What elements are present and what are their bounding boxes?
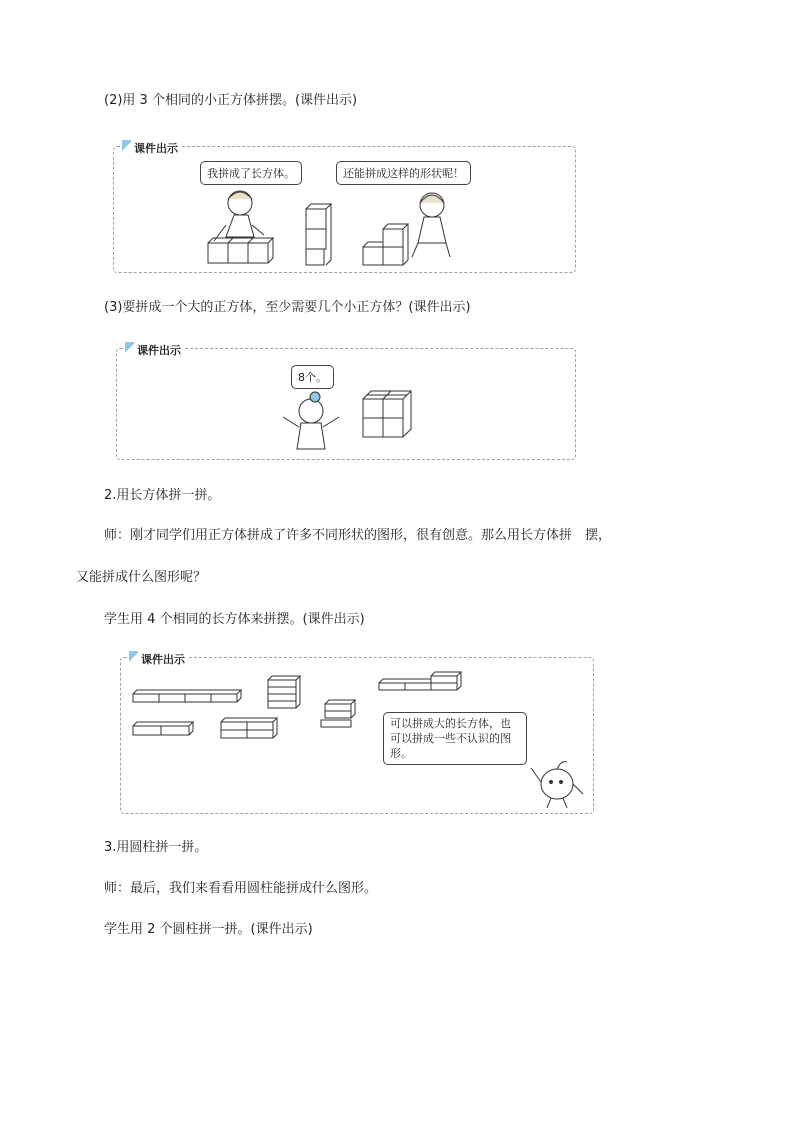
speech-bubble-girl: 还能拼成这样的形状呢！ — [336, 161, 471, 185]
courseware-panel-1 — [113, 142, 576, 273]
section-title-2: 2.用长方体拼一拼。 — [104, 488, 221, 503]
speech-bubble-mascot: 可以拼成大的长方体，也可以拼成一些不认识的图形。 — [383, 712, 527, 765]
courseware-tag: 课件出示 — [129, 651, 189, 667]
student-line-2: 学生用 2 个圆柱拼一拼。(课件出示) — [104, 922, 313, 937]
teacher-line-1b: 又能拼成什么图形呢？ — [76, 570, 207, 585]
cubes-row-three — [208, 237, 272, 265]
courseware-panel-2 — [116, 344, 576, 460]
girl-illustration — [275, 391, 345, 453]
courseware-panel-3 — [120, 653, 594, 814]
cuboids-stepped — [379, 672, 465, 692]
section-title-3: 3.用圆柱拼一拼。 — [104, 840, 208, 855]
cuboids-pair-row — [133, 722, 195, 738]
cuboids-stair — [321, 700, 359, 730]
speech-bubble-girl: 8个。 — [291, 365, 334, 389]
paragraph-p2: (2)用 3 个相同的小正方体拼摆。(课件出示) — [104, 93, 358, 108]
apple-mascot-illustration — [525, 754, 589, 814]
speech-bubble-boy: 我拼成了长方体。 — [200, 161, 302, 185]
courseware-tag: 课件出示 — [125, 342, 185, 358]
student-line-1: 学生用 4 个相同的长方体来拼摆。(课件出示) — [104, 612, 365, 627]
teacher-line-2: 师：最后，我们来看看用圆柱能拼成什么图形。 — [104, 881, 378, 896]
paragraph-p3: (3)要拼成一个大的正方体，至少需要几个小正方体？(课件出示) — [104, 300, 471, 315]
cuboids-long-row — [133, 690, 245, 704]
big-cube-of-eight — [363, 389, 413, 439]
cuboids-two-by-two — [221, 718, 281, 740]
teacher-line-1a: 师：刚才同学们用正方体拼成了许多不同形状的图形，很有创意。那么用长方体拼 摆， — [104, 528, 612, 543]
cubes-column-three — [306, 203, 336, 267]
girl-illustration — [404, 185, 464, 265]
courseware-tag: 课件出示 — [122, 140, 182, 156]
cuboids-stacked — [268, 676, 304, 712]
